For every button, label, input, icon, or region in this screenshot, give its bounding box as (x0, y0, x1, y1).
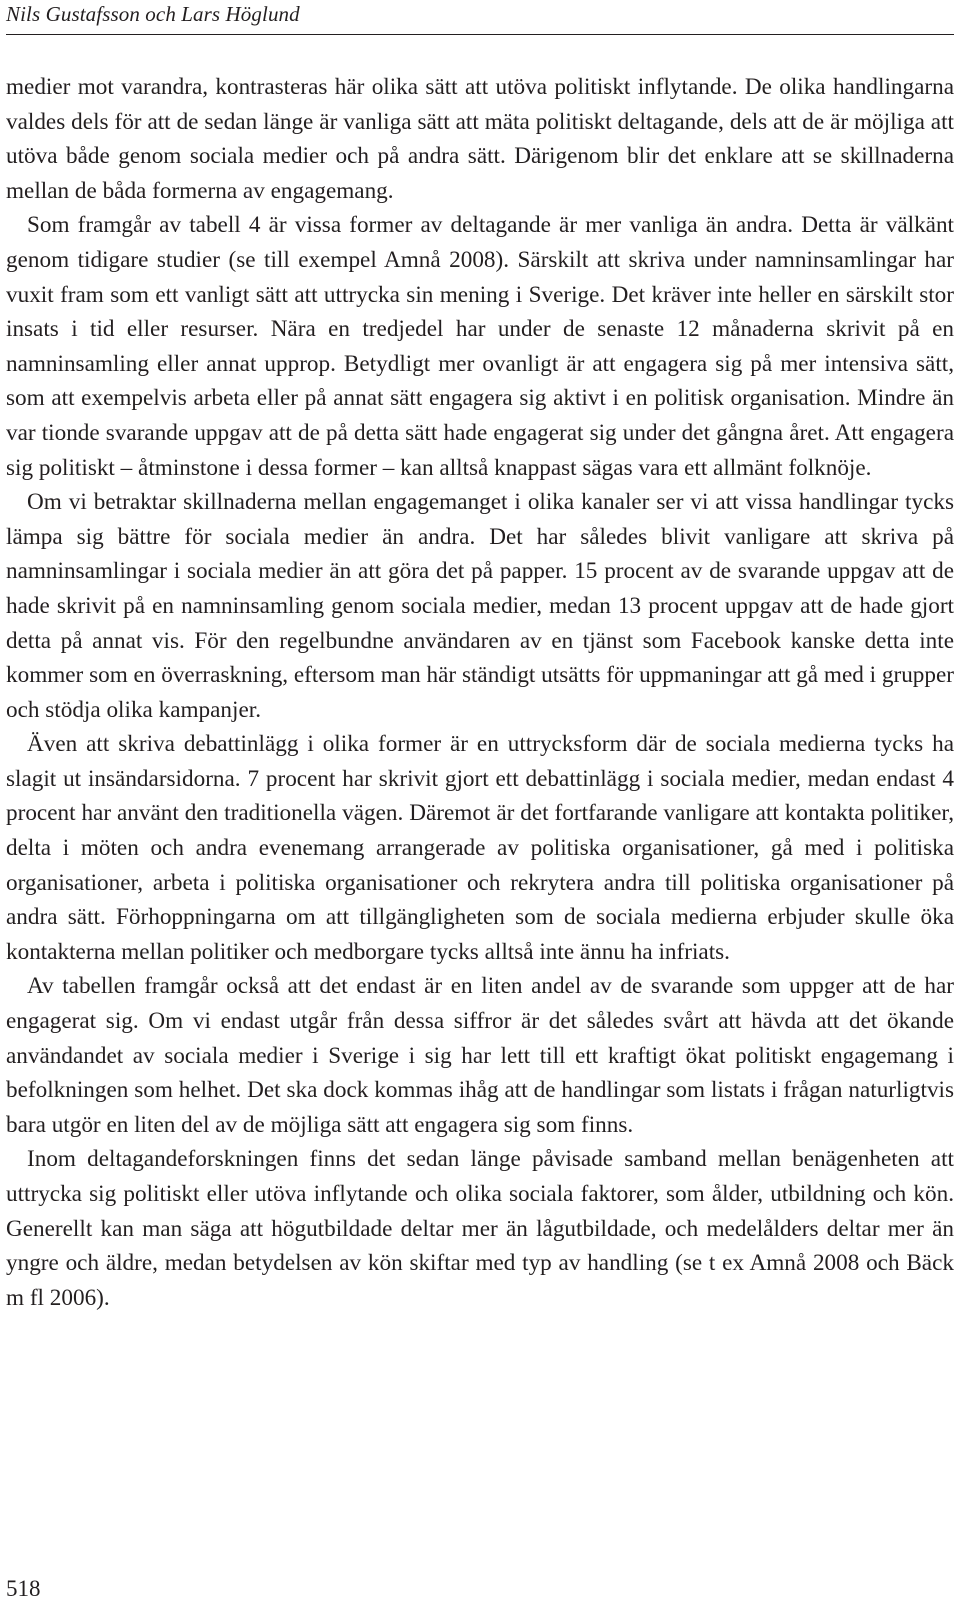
page-number: 518 (6, 1576, 41, 1601)
paragraph: Om vi betraktar skillnaderna mellan engagemanget i olika kanaler ser vi att vissa handlingar tycks lämpa sig bättre för sociala medier än andra. Det har således blivit vanligare att skriva på namninsamlingar i sociala medier än att göra det på papper. 15 procent av de svarande uppgav att de hade skrivit på en namninsamling genom sociala medier, medan 13 procent uppgav att de hade gjort detta på annat vis. För den regelbundne användaren av en tjänst som Facebook kanske detta inte kommer som en överraskning, eftersom man här ständigt utsätts för uppmaningar att gå med i grupper och stödja olika kampanjer. (6, 489, 954, 723)
paragraph: Inom deltagandeforskningen finns det sedan länge påvisade samband mellan benägenheten att uttrycka sig politiskt eller utöva inflytande och olika sociala faktorer, som ålder, utbildning och kön. Generellt kan man säga att högutbildade deltar mer än lågutbildade, och medelålders deltar mer än yngre och äldre, medan betydelsen av kön skiftar med typ av handling (se t ex Amnå 2008 och Bäck m fl 2006). (6, 1146, 954, 1311)
body-text (6, 70, 954, 1315)
paragraph: medier mot varandra, kontrasteras här olika sätt att utöva politiskt inflytande. De olika handlingarna valdes dels för att de sedan länge är vanliga sätt att mäta politiskt deltagande, dels att de är möjliga att utöva både genom sociala medier och på andra sätt. Därigenom blir det enklare att se skillnaderna mellan de båda formerna av engagemang. (6, 74, 954, 204)
header-rule (6, 34, 954, 35)
paragraph: Även att skriva debattinlägg i olika former är en uttrycksform där de sociala medierna tycks ha slagit ut insändarsidorna. 7 procent har skrivit gjort ett debattinlägg i sociala medier, medan endast 4 procent har använt den traditionella vägen. Däremot är det fortfarande vanligare att kontakta politiker, delta i möten och andra evenemang arrangerade av politiska organisationer, gå med i politiska organisationer, arbeta i politiska organisationer och rekrytera andra till politiska organisationer på andra sätt. Förhoppningarna om att tillgängligheten som de sociala medierna erbjuder skulle öka kontakterna mellan politiker och medborgare tycks alltså inte ännu ha infriats. (6, 731, 954, 965)
paragraph: Av tabellen framgår också att det endast är en liten andel av de svarande som uppger att de har engagerat sig. Om vi endast utgår från dessa siffror är det således svårt att hävda att det ökande användandet av sociala medier i Sverige i sig har lett till ett kraftigt ökat politiskt engagemang i befolkningen som helhet. Det ska dock kommas ihåg att de handlingar som listats i frågan naturligtvis bara utgör en liten del av de möjliga sätt att engagera sig som finns. (6, 973, 954, 1138)
running-header: Nils Gustafsson och Lars Höglund (6, 2, 300, 26)
paragraph: Som framgår av tabell 4 är vissa former av deltagande är mer vanliga än andra. Detta är välkänt genom tidigare studier (se till exempel Amnå 2008). Särskilt att skriva under namninsamlingar har vuxit fram som ett vanligt sätt att uttrycka sin mening i Sverige. Det kräver inte heller en särskilt stor insats i tid eller resurser. Nära en tredjedel har under de senaste 12 månaderna skrivit på en namninsamling eller annat upprop. Betydligt mer ovanligt är att engagera sig på mer intensiva sätt, som att exempelvis arbeta eller på annat sätt engagera sig aktivt i en politisk organisation. Mindre än var tionde svarande uppgav att de på detta sätt hade engagerat sig under det gångna året. Att engagera sig politiskt – åtminstone i dessa former – kan alltså knappast sägas vara ett allmänt folknöje. (6, 212, 954, 481)
